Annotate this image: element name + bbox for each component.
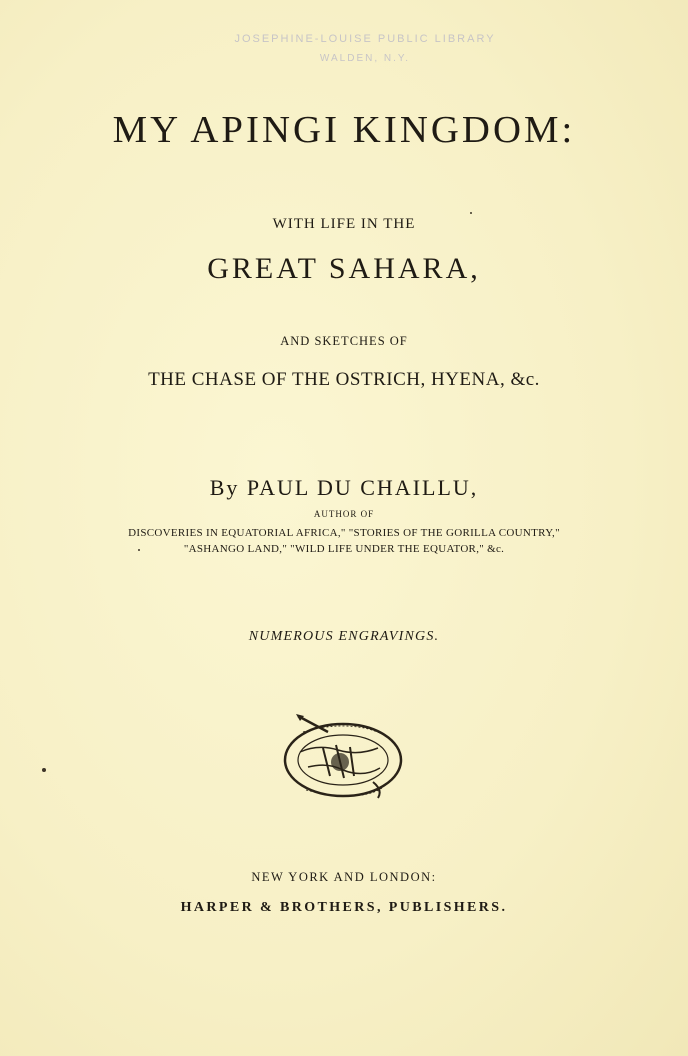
subtitle-and-sketches: AND SKETCHES OF: [280, 334, 408, 348]
imprint-publisher: HARPER & BROTHERS, PUBLISHERS.: [180, 900, 508, 915]
author-works-line1: DISCOVERIES IN EQUATORIAL AFRICA," "STORIES OF THE GORILLA COUNTRY,": [128, 527, 560, 539]
engravings-note: NUMEROUS ENGRAVINGS.: [248, 629, 440, 644]
subtitle-chase: THE CHASE OF THE OSTRICH, HYENA, &c.: [148, 369, 540, 390]
library-stamp: [190, 30, 540, 68]
imprint-place: NEW YORK AND LONDON:: [251, 870, 437, 884]
subtitle-with: WITH LIFE IN THE: [272, 216, 416, 232]
paper-speck: [470, 212, 472, 214]
author-of-label: AUTHOR OF: [313, 509, 375, 519]
paper-speck: [42, 768, 46, 772]
library-stamp-line1: JOSEPHINE-LOUISE PUBLIC LIBRARY: [234, 33, 496, 45]
paper-speck: [138, 549, 140, 551]
author-line: By PAUL DU CHAILLU,: [209, 475, 479, 500]
publisher-seal-icon: [278, 712, 408, 804]
author-works-line2: "ASHANGO LAND," "WILD LIFE UNDER THE EQUATOR," &c.: [183, 543, 505, 555]
library-stamp-line2: WALDEN, N.Y.: [319, 53, 411, 64]
subtitle-great-sahara: GREAT SAHARA,: [207, 252, 481, 285]
book-title: MY APINGI KINGDOM:: [112, 109, 576, 151]
